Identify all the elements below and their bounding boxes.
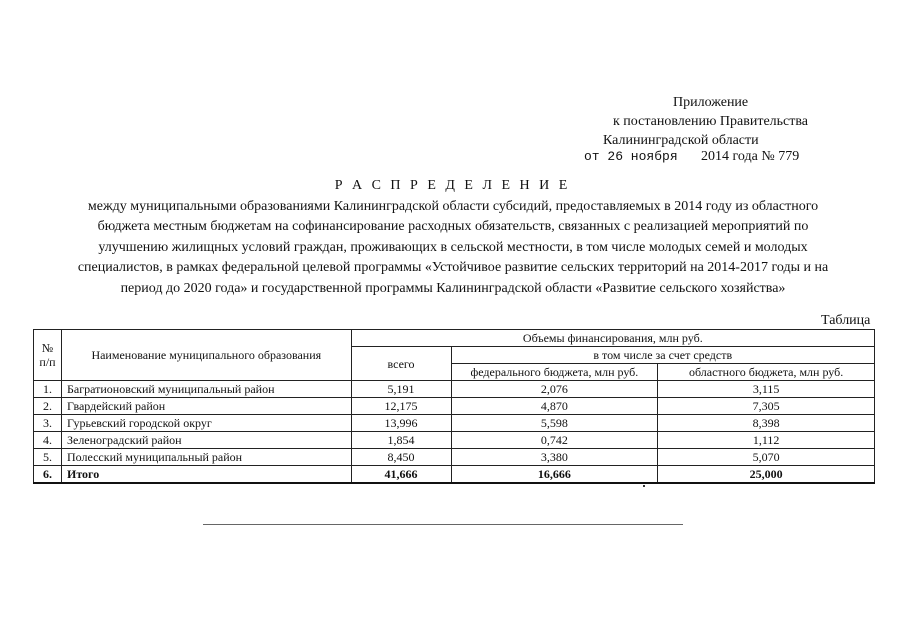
row-total: 13,996 (351, 415, 451, 432)
header-regional: областного бюджета, млн руб. (658, 364, 875, 381)
document-title: Р А С П Р Е Д Е Л Е Н И Е (334, 178, 571, 193)
bottom-divider (203, 524, 683, 525)
distribution-table (33, 329, 875, 484)
row-name: Полесский муниципальный район (61, 449, 351, 466)
body-line: между муниципальными образованиями Калининградской области субсидий, предоставляемых в 2014 году из областного (87, 199, 819, 214)
scan-mark (643, 485, 645, 487)
table-row (34, 432, 875, 449)
row-federal: 0,742 (451, 432, 658, 449)
header-num: № п/п (34, 330, 62, 381)
row-num: 5. (34, 449, 62, 466)
header-including: в том числе за счет средств (451, 347, 875, 364)
annex-resolution-line: к постановлению Правительства (613, 114, 809, 129)
row-federal: 3,380 (451, 449, 658, 466)
header-funding: Объемы финансирования, млн руб. (351, 330, 874, 347)
row-num: 3. (34, 415, 62, 432)
header-total: всего (351, 347, 451, 381)
row-regional: 8,398 (658, 415, 875, 432)
row-federal: 16,666 (451, 466, 658, 484)
row-regional: 1,112 (658, 432, 875, 449)
row-regional: 25,000 (658, 466, 875, 484)
annex-number: 2014 года № 779 (701, 149, 800, 164)
row-name: Зеленоградский район (61, 432, 351, 449)
row-name: Гурьевский городской округ (61, 415, 351, 432)
table-row (34, 415, 875, 432)
row-federal: 2,076 (451, 381, 658, 398)
header-name: Наименование муниципального образования (61, 330, 351, 381)
document-body (38, 197, 868, 299)
row-regional: 7,305 (658, 398, 875, 415)
annex-date: от 26 ноября (584, 149, 678, 164)
body-line: улучшению жилищных условий граждан, проживающих в сельской местности, в том числе молодых семей и молодых (98, 239, 808, 255)
row-federal: 5,598 (451, 415, 658, 432)
row-total: 5,191 (351, 381, 451, 398)
table-row (34, 398, 875, 415)
row-total: 8,450 (351, 449, 451, 466)
body-line: специалистов, в рамках федеральной целевой программы «Устойчивое развитие сельских территорий на 2014-2017 годы и на (77, 260, 829, 276)
row-federal: 4,870 (451, 398, 658, 415)
row-num: 6. (34, 466, 62, 484)
annex-region-line: Калининградской области (603, 133, 759, 148)
table-row (34, 449, 875, 466)
table-caption: Таблица (821, 313, 871, 328)
header-federal: федерального бюджета, млн руб. (451, 364, 658, 381)
table-total-row (34, 466, 875, 484)
row-total: 1,854 (351, 432, 451, 449)
annex-date-line (584, 147, 799, 166)
row-num: 2. (34, 398, 62, 415)
row-regional: 3,115 (658, 381, 875, 398)
body-line: бюджета местным бюджетам на софинансирование расходных обязательств, связанных с реализацией мероприятий по (97, 219, 809, 235)
row-total: 12,175 (351, 398, 451, 415)
row-num: 1. (34, 381, 62, 398)
row-name: Гвардейский район (61, 398, 351, 415)
row-regional: 5,070 (658, 449, 875, 466)
annex-heading: Приложение (673, 95, 749, 110)
row-total: 41,666 (351, 466, 451, 484)
table-row (34, 381, 875, 398)
row-name: Багратионовский муниципальный район (61, 381, 351, 398)
row-name: Итого (61, 466, 351, 484)
row-num: 4. (34, 432, 62, 449)
body-line: период до 2020 года» и государственной программы Калининградской области «Развитие сельского хозяйства» (120, 280, 786, 296)
